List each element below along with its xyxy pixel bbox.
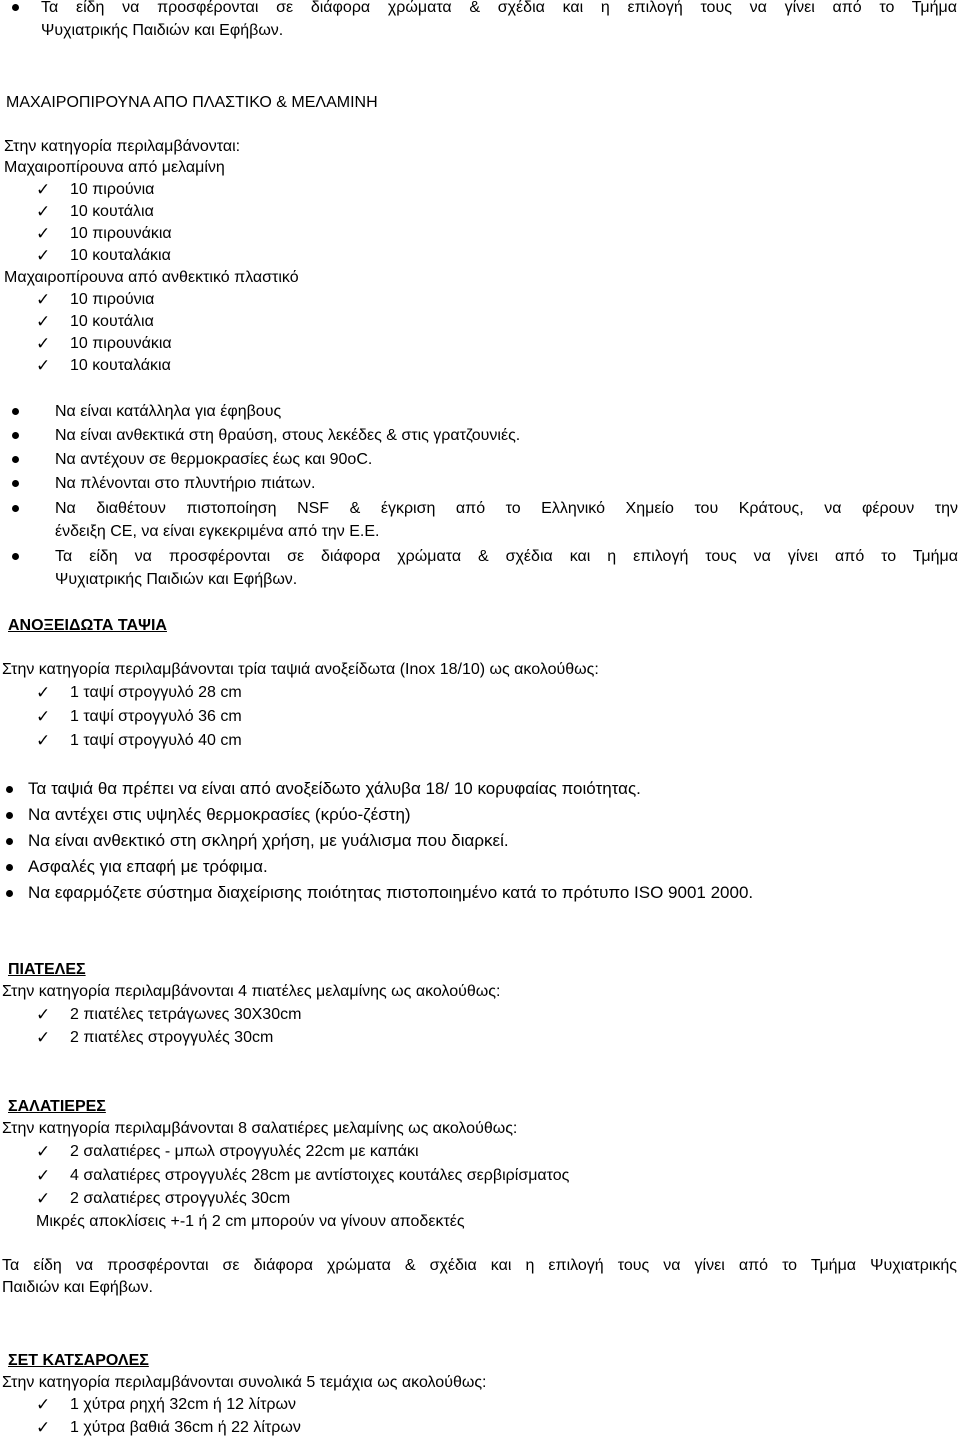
checkmark-icon: ✓ <box>36 1418 51 1438</box>
checkmark-icon: ✓ <box>36 1166 51 1186</box>
knives-group2-title: Μαχαιροπίρουνα από ανθεκτικό πλαστικό <box>4 269 299 286</box>
checkmark-icon: ✓ <box>36 180 51 200</box>
bullet-dot-icon <box>12 432 19 439</box>
knives-group2-item: 10 κουταλάκια <box>70 357 171 374</box>
trays-bullet: Τα ταψιά θα πρέπει να είναι από ανοξείδωτο χάλυβα 18/ 10 κορυφαίας ποιότητας. <box>28 779 641 798</box>
section-title-knives: ΜΑΧΑΙΡΟΠΙΡΟΥΝΑ ΑΠΟ ΠΛΑΣΤΙΚΟ & ΜΕΛΑΜΙΝΗ <box>6 94 378 111</box>
salad-item: 4 σαλατιέρες στρογγυλές 28cm με αντίστοιχες κουτάλες σερβιρίσματος <box>70 1167 570 1184</box>
checkmark-icon: ✓ <box>36 1142 51 1162</box>
checkmark-icon: ✓ <box>36 334 51 354</box>
salad-item: 2 σαλατιέρες - μπωλ στρογγυλές 22cm με καπάκι <box>70 1143 419 1160</box>
knives-group2-item: 10 κουτάλια <box>70 313 154 330</box>
bullet-dot-icon <box>12 408 19 415</box>
bullet-dot-icon <box>12 553 19 560</box>
checkmark-icon: ✓ <box>36 290 51 310</box>
salad-intro: Στην κατηγορία περιλαμβάνονται 8 σαλατιέρες μελαμίνης ως ακολούθως: <box>2 1120 518 1137</box>
knives-bullet-continuation: Ψυχιατρικής Παιδιών και Εφήβων. <box>55 571 298 588</box>
salad-paragraph-line-2: Παιδιών και Εφήβων. <box>2 1279 153 1296</box>
pots-item: 1 χύτρα ρηχή 32cm ή 12 λίτρων <box>70 1396 296 1413</box>
knives-bullet: Να είναι ανθεκτικά στη θραύση, στους λεκέδες & στις γρατζουνιές. <box>55 427 521 444</box>
trays-bullet: Να αντέχει στις υψηλές θερμοκρασίες (κρύο-ζέστη) <box>28 805 411 824</box>
section-title-pots: ΣΕΤ ΚΑΤΣΑΡΟΛΕΣ <box>8 1352 149 1369</box>
bullet-dot-icon <box>12 505 19 512</box>
bullet-dot-icon <box>6 864 13 871</box>
checkmark-icon: ✓ <box>36 707 51 727</box>
trays-bullet: Να είναι ανθεκτικό στη σκληρή χρήση, με γυάλισμα που διαρκεί. <box>28 831 509 850</box>
salad-item: 2 σαλατιέρες στρογγυλές 30cm <box>70 1190 291 1207</box>
checkmark-icon: ✓ <box>36 312 51 332</box>
plates-item: 2 πιατέλες τετράγωνες 30Χ30cm <box>70 1006 302 1023</box>
knives-group1-title: Μαχαιροπίρουνα από μελαμίνη <box>4 159 225 176</box>
checkmark-icon: ✓ <box>36 246 51 266</box>
knives-group1-item: 10 πιρουνάκια <box>70 225 172 242</box>
bullet-dot-icon <box>6 838 13 845</box>
salad-note: Μικρές αποκλίσεις +-1 ή 2 cm μπορούν να γίνουν αποδεκτές <box>36 1213 465 1230</box>
checkmark-icon: ✓ <box>36 683 51 703</box>
checkmark-icon: ✓ <box>36 1005 51 1025</box>
knives-bullet: Να πλένονται στο πλυντήριο πιάτων. <box>55 475 316 492</box>
pots-intro: Στην κατηγορία περιλαμβάνονται συνολικά 5 τεμάχια ως ακολούθως: <box>2 1374 487 1391</box>
trays-item: 1 ταψί στρογγυλό 36 cm <box>70 708 242 725</box>
bullet-dot-icon <box>12 4 19 11</box>
trays-bullet: Ασφαλές για επαφή με τρόφιμα. <box>28 857 268 876</box>
trays-item: 1 ταψί στρογγυλό 40 cm <box>70 732 242 749</box>
knives-group1-item: 10 πιρούνια <box>70 181 155 198</box>
bullet-dot-icon <box>6 812 13 819</box>
section-title-salad: ΣΑΛΑΤΙΕΡΕΣ <box>8 1098 106 1115</box>
knives-bullet: Τα είδη να προσφέρονται σε διάφορα χρώματα & σχέδια και η επιλογή τους να γίνει από το Τμήμα <box>55 548 958 565</box>
top-paragraph-line-1: Τα είδη να προσφέρονται σε διάφορα χρώματα & σχέδια και η επιλογή τους να γίνει από το Τμήμα <box>41 0 957 16</box>
knives-group1-item: 10 κουταλάκια <box>70 247 171 264</box>
plates-intro: Στην κατηγορία περιλαμβάνονται 4 πιατέλες μελαμίνης ως ακολούθως: <box>2 983 501 1000</box>
trays-item: 1 ταψί στρογγυλό 28 cm <box>70 684 242 701</box>
pots-item: 1 χύτρα βαθιά 36cm ή 22 λίτρων <box>70 1419 301 1436</box>
knives-group1-item: 10 κουτάλια <box>70 203 154 220</box>
trays-bullet: Να εφαρμόζετε σύστημα διαχείρισης ποιότητας πιστοποιημένο κατά το πρότυπο ISO 9001 2000. <box>28 883 754 902</box>
salad-paragraph-line-1: Τα είδη να προσφέρονται σε διάφορα χρώματα & σχέδια και η επιλογή τους να γίνει από το Τμήμα Ψυχιατρικής <box>2 1257 957 1274</box>
section-title-plates: ΠΙΑΤΕΛΕΣ <box>8 961 86 978</box>
knives-bullet: Να είναι κατάλληλα για έφηβους <box>55 403 282 420</box>
top-paragraph-line-2: Ψυχιατρικής Παιδιών και Εφήβων. <box>41 22 284 39</box>
bullet-dot-icon <box>12 480 19 487</box>
section-title-trays: ΑΝΟΞΕΙΔΩΤΑ ΤΑΨΙΑ <box>8 617 167 634</box>
checkmark-icon: ✓ <box>36 1028 51 1048</box>
knives-bullet: Να διαθέτουν πιστοποίηση NSF & έγκριση από το Ελληνικό Χημείο του Κράτους, να φέρουν την <box>55 500 958 517</box>
checkmark-icon: ✓ <box>36 731 51 751</box>
checkmark-icon: ✓ <box>36 356 51 376</box>
knives-bullet: Να αντέχουν σε θερμοκρασίες έως και 90oC. <box>55 451 373 468</box>
checkmark-icon: ✓ <box>36 1189 51 1209</box>
knives-bullet-continuation: ένδειξη CE, να είναι εγκεκριμένα από την Ε.Ε. <box>55 523 380 540</box>
knives-intro: Στην κατηγορία περιλαμβάνονται: <box>4 138 241 155</box>
checkmark-icon: ✓ <box>36 224 51 244</box>
plates-item: 2 πιατέλες στρογγυλές 30cm <box>70 1029 274 1046</box>
bullet-dot-icon <box>12 456 19 463</box>
trays-intro: Στην κατηγορία περιλαμβάνονται τρία ταψιά ανοξείδωτα (Inox 18/10) ως ακολούθως: <box>2 661 599 678</box>
bullet-dot-icon <box>6 890 13 897</box>
checkmark-icon: ✓ <box>36 1395 51 1415</box>
checkmark-icon: ✓ <box>36 202 51 222</box>
bullet-dot-icon <box>6 786 13 793</box>
knives-group2-item: 10 πιρούνια <box>70 291 155 308</box>
knives-group2-item: 10 πιρουνάκια <box>70 335 172 352</box>
